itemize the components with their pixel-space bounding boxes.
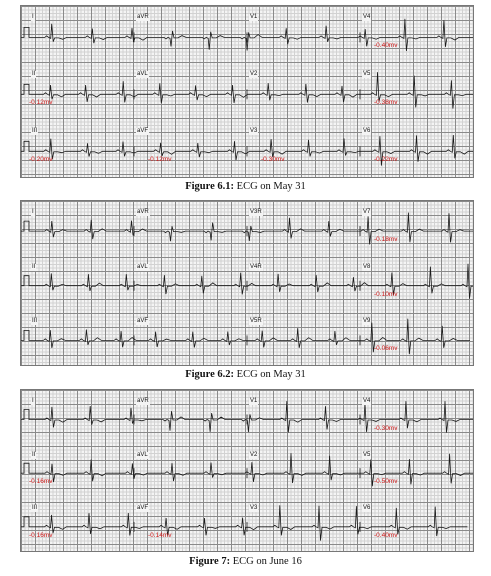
ecg-traces bbox=[21, 390, 473, 551]
lead-label: II bbox=[32, 451, 36, 458]
st-amplitude-label: -0.30mv bbox=[261, 156, 285, 164]
lead-label: III bbox=[32, 318, 38, 325]
lead-label: aVF bbox=[137, 128, 149, 134]
caption-label: Figure 6.2: bbox=[185, 369, 235, 380]
st-amplitude-label: -0.50mv bbox=[374, 478, 398, 486]
lead-label: aVF bbox=[137, 505, 149, 512]
lead-label: V5 bbox=[363, 451, 371, 458]
st-amplitude-label: -0.06mv bbox=[374, 345, 398, 353]
caption-label: Figure 6.1: bbox=[185, 181, 235, 192]
st-amplitude-label: -0.16mv bbox=[29, 531, 53, 539]
lead-label: V9 bbox=[363, 318, 371, 325]
lead-label: V4R bbox=[250, 263, 262, 270]
st-amplitude-label: -0.16mv bbox=[29, 478, 53, 486]
lead-label: I bbox=[32, 398, 34, 404]
lead-label: V4 bbox=[363, 14, 371, 20]
caption-text: ECG on June 16 bbox=[230, 556, 302, 567]
lead-label: V6 bbox=[363, 505, 371, 512]
ecg-trace-row bbox=[21, 505, 467, 540]
lead-label: V3 bbox=[250, 505, 258, 512]
lead-label: V1 bbox=[250, 398, 258, 404]
lead-label: V3R bbox=[250, 209, 262, 215]
lead-label: I bbox=[32, 209, 34, 215]
lead-label: aVL bbox=[137, 71, 148, 77]
lead-label: V8 bbox=[363, 263, 371, 270]
st-amplitude-label: -0.38mv bbox=[374, 99, 398, 107]
st-amplitude-label: -0.12mv bbox=[148, 156, 172, 164]
lead-label: V1 bbox=[250, 14, 258, 20]
st-amplitude-label: -0.40mv bbox=[374, 531, 398, 539]
ecg-traces bbox=[21, 6, 473, 177]
lead-label: aVL bbox=[137, 451, 148, 458]
ecg-trace-row bbox=[21, 319, 470, 354]
lead-label: I bbox=[32, 14, 34, 20]
ecg-figure-6-2 bbox=[20, 200, 474, 366]
figure-7-caption bbox=[0, 556, 491, 568]
lead-label: III bbox=[32, 505, 38, 512]
lead-label: V4 bbox=[363, 398, 371, 404]
caption-text: ECG on May 31 bbox=[234, 369, 306, 380]
caption-label: Figure 7: bbox=[189, 556, 231, 567]
st-amplitude-label: -0.14mv bbox=[148, 531, 172, 539]
st-amplitude-label: -0.20mv bbox=[29, 156, 53, 164]
ecg-figure-6-1 bbox=[20, 5, 474, 178]
lead-label: V5 bbox=[363, 71, 371, 77]
lead-label: aVL bbox=[137, 263, 148, 270]
st-amplitude-label: -0.18mv bbox=[374, 236, 398, 244]
lead-label: V2 bbox=[250, 451, 258, 458]
st-amplitude-label: -0.30mv bbox=[374, 424, 398, 432]
lead-label: II bbox=[32, 71, 36, 77]
lead-label: aVR bbox=[137, 209, 149, 215]
lead-label: III bbox=[32, 128, 38, 134]
st-amplitude-label: -0.12mv bbox=[29, 99, 53, 107]
ecg-traces bbox=[21, 201, 473, 365]
lead-label: aVR bbox=[137, 398, 149, 404]
lead-label: aVF bbox=[137, 318, 149, 325]
st-amplitude-label: -0.40mv bbox=[374, 42, 398, 50]
st-amplitude-label: -0.22mv bbox=[374, 156, 398, 164]
lead-label: V2 bbox=[250, 71, 258, 77]
figure-6-1-caption bbox=[0, 181, 491, 193]
st-amplitude-label: -0.10mv bbox=[374, 290, 398, 298]
ecg-figure-7 bbox=[20, 389, 474, 552]
lead-label: V7 bbox=[363, 209, 371, 215]
lead-label: II bbox=[32, 263, 36, 270]
figure-6-2-caption bbox=[0, 369, 491, 381]
caption-text: ECG on May 31 bbox=[234, 181, 306, 192]
lead-label: V6 bbox=[363, 128, 371, 134]
lead-label: V5R bbox=[250, 318, 262, 325]
lead-label: aVR bbox=[137, 14, 149, 20]
lead-label: V3 bbox=[250, 128, 258, 134]
